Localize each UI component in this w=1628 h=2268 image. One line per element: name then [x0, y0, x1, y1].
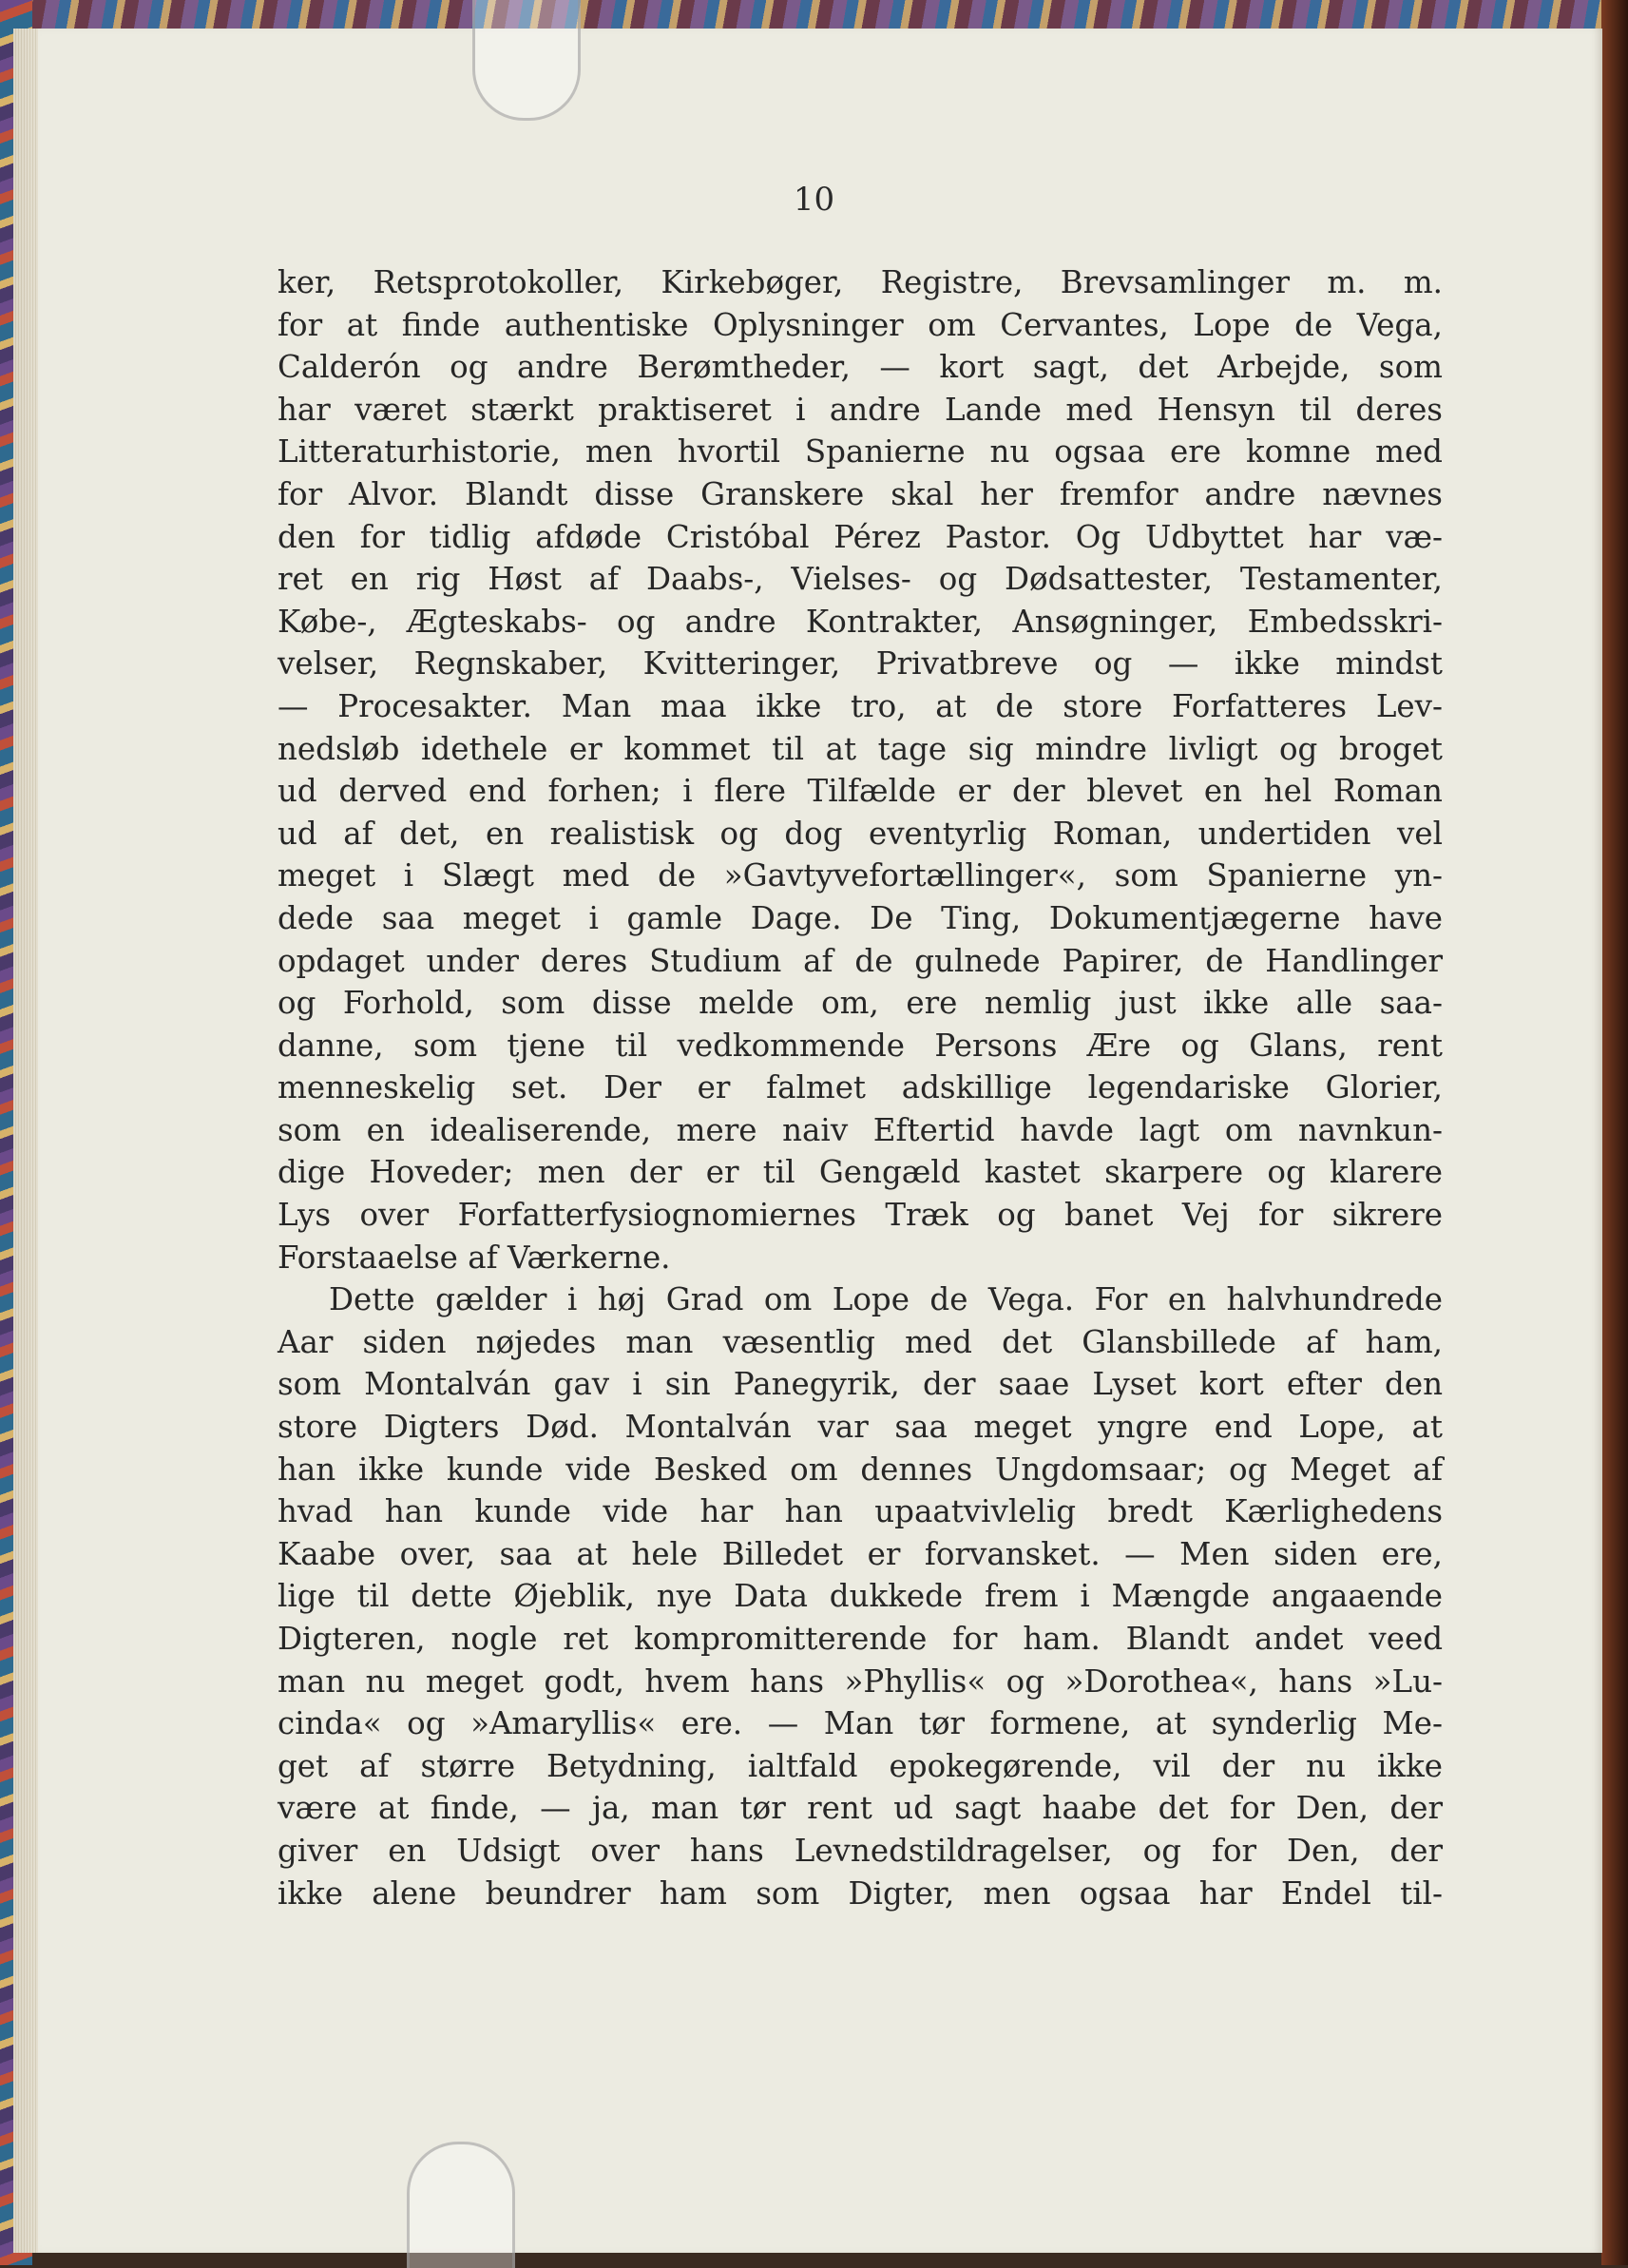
text-line: cinda« og »Amaryllis« ere. — Man tør formene, at synderlig Me- [278, 1705, 1443, 1742]
text-line: Litteraturhistorie, men hvortil Spanierne nu ogsaa ere komne med [278, 433, 1443, 471]
text-line: — Procesakter. Man maa ikke tro, at de store Forfatteres Lev- [278, 687, 1443, 724]
text-line: ud af det, en realistisk og dog eventyrlig Roman, undertiden vel [278, 815, 1443, 852]
text-line: som en idealiserende, mere naiv Eftertid havde lagt om navnkun- [278, 1111, 1443, 1148]
text-line: som Montalván gav i sin Panegyrik, der saae Lyset kort efter den [278, 1366, 1443, 1403]
text-line: Digteren, nogle ret kompromitterende for ham. Blandt andet veed [278, 1621, 1443, 1657]
text-line: Aar siden nøjedes man væsentlig med det Glansbillede af ham, [278, 1323, 1443, 1360]
text-line: for Alvor. Blandt disse Granskere skal her fremfor andre nævnes [278, 475, 1443, 512]
text-line: Lys over Forfatterfysiognomiernes Træk og banet Vej for sikrere [278, 1197, 1443, 1234]
page-stack-edge [13, 29, 38, 2253]
page-number: 10 [793, 181, 835, 219]
text-line: lige til dette Øjeblik, nye Data dukkede frem i Mængde angaaende [278, 1578, 1443, 1615]
text-line: dede saa meget i gamle Dage. De Ting, Dokumentjægerne have [278, 899, 1443, 936]
page-clip-top [472, 0, 581, 121]
text-line: meget i Slægt med de »Gavtyvefortællinger«, som Spanierne yn- [278, 857, 1443, 894]
text-line: ud derved end forhen; i flere Tilfælde er der blevet en hel Roman [278, 773, 1443, 810]
text-line: den for tidlig afdøde Cristóbal Pérez Pastor. Og Udbyttet har væ- [278, 518, 1443, 555]
text-line: Dette gælder i høj Grad om Lope de Vega. For en halvhundrede [329, 1281, 1443, 1318]
text-line: Kaabe over, saa at hele Billedet er forvansket. — Men siden ere, [278, 1535, 1443, 1572]
text-line: har været stærkt praktiseret i andre Lande med Hensyn til deres [278, 391, 1443, 428]
text-line: og Forhold, som disse melde om, ere nemlig just ikke alle saa- [278, 985, 1443, 1022]
text-line: velser, Regnskaber, Kvitteringer, Privatbreve og — ikke mindst [278, 645, 1443, 682]
text-line: menneskelig set. Der er falmet adskillige legendariske Glorier, [278, 1069, 1443, 1106]
text-line: danne, som tjene til vedkommende Persons Ære og Glans, rent [278, 1027, 1443, 1064]
text-line: hvad han kunde vide har han upaatvivlelig bredt Kærlighedens [278, 1493, 1443, 1530]
text-line: giver en Udsigt over hans Levnedstildragelser, og for Den, der [278, 1832, 1443, 1869]
text-line: ker, Retsprotokoller, Kirkebøger, Registre, Brevsamlinger m. m. [278, 264, 1443, 300]
text-line: man nu meget godt, hvem hans »Phyllis« og »Dorothea«, hans »Lu- [278, 1663, 1443, 1700]
text-line: være at finde, — ja, man tør rent ud sagt haabe det for Den, der [278, 1790, 1443, 1827]
text-line: store Digters Død. Montalván var saa meget yngre end Lope, at [278, 1409, 1443, 1446]
text-line: for at finde authentiske Oplysninger om Cervantes, Lope de Vega, [278, 306, 1443, 343]
book-cover-edge [1601, 0, 1628, 2265]
marbled-endpaper-top [0, 0, 1628, 29]
text-line: han ikke kunde vide Besked om dennes Ungdomsaar; og Meget af [278, 1451, 1443, 1488]
text-line: Forstaaelse af Værkerne. [278, 1239, 671, 1276]
text-line: ikke alene beundrer ham som Digter, men ogsaa har Endel til- [278, 1874, 1443, 1912]
text-line: Købe-, Ægteskabs- og andre Kontrakter, Ansøgninger, Embedsskri- [278, 603, 1443, 640]
body-text [278, 261, 1443, 1914]
text-line: dige Hoveder; men der er til Gengæld kastet skarpere og klarere [278, 1154, 1443, 1191]
page-clip-bottom [407, 2142, 515, 2268]
text-line: nedsløb idethele er kommet til at tage sig mindre livligt og broget [278, 730, 1443, 767]
text-line: get af større Betydning, ialtfald epokegørende, vil der nu ikke [278, 1747, 1443, 1784]
text-line: Calderón og andre Berømtheder, — kort sagt, det Arbejde, som [278, 349, 1443, 386]
text-line: opdaget under deres Studium af de gulnede Papirer, de Handlinger [278, 942, 1443, 979]
text-line: ret en rig Høst af Daabs-, Vielses- og Dødsattester, Testamenter, [278, 561, 1443, 598]
